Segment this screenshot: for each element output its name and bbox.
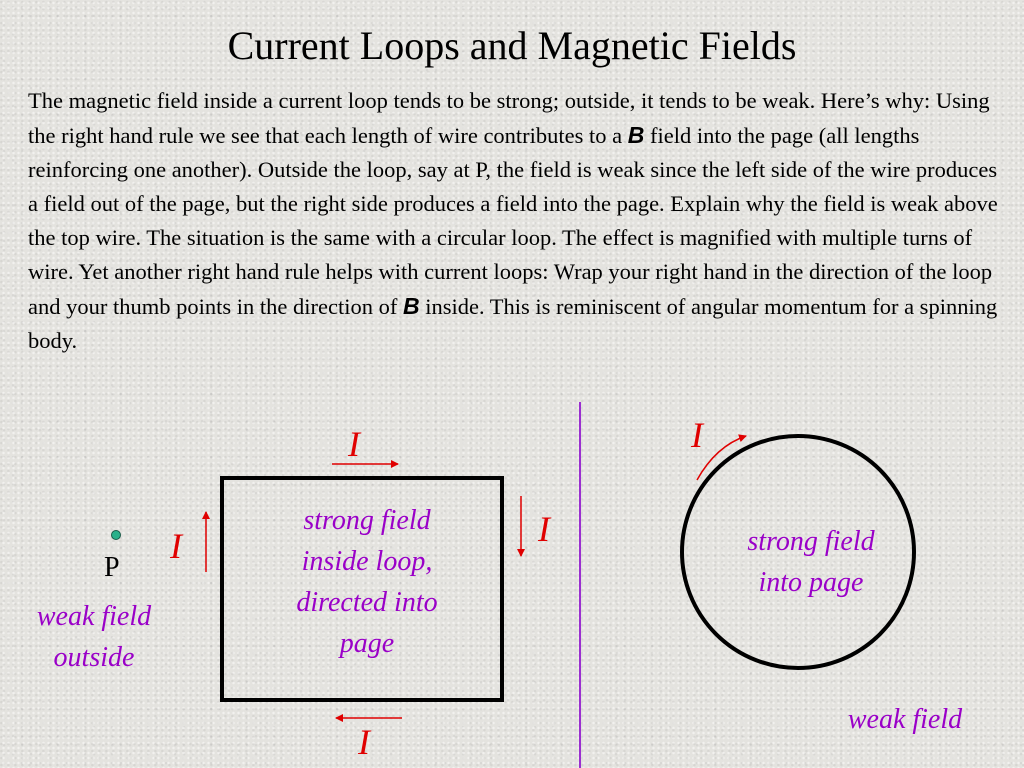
current-label-bottom: I (358, 722, 370, 762)
paragraph-part-3: inside. This is reminiscent of angular momentum for a spinning body. (28, 294, 998, 353)
point-p-label: P (104, 552, 120, 583)
current-label-top: I (348, 424, 360, 464)
current-label-circle: I (691, 415, 703, 455)
slide-title: Current Loops and Magnetic Fields (227, 23, 797, 68)
circle-inside-label: strong field into page (747, 526, 875, 598)
paragraph-part-1: The magnetic field inside a current loop tends to be strong; outside, it tends to be weak. Here’s why: Using the right hand rule we see that each length of wire contributes to a (28, 88, 990, 148)
arrow-circular-current (697, 436, 746, 480)
square-outside-label: weak field outside (36, 601, 152, 673)
point-p-dot (112, 531, 121, 540)
b-field-symbol: B (402, 293, 420, 319)
square-inside-label: strong field inside loop, directed into page (296, 505, 438, 659)
circle-outside-label: weak field (847, 704, 963, 735)
paragraph-part-2: field into the page (all lengths reinforcing one another). Outside the loop, say at P, the field is weak since the left side of the wire produces a field out of the page, but the right side produces a field into the page. Explain why the field is weak above the top wire. The situation is the same with a circular loop. The effect is magnified with multiple turns of wire. Yet another right hand rule helps with current loops: Wrap your right hand in the direction of the loop and your thumb points in the direction of (28, 123, 998, 319)
b-field-symbol: B (627, 122, 645, 148)
current-label-left: I (170, 526, 182, 566)
current-label-right: I (538, 509, 550, 549)
